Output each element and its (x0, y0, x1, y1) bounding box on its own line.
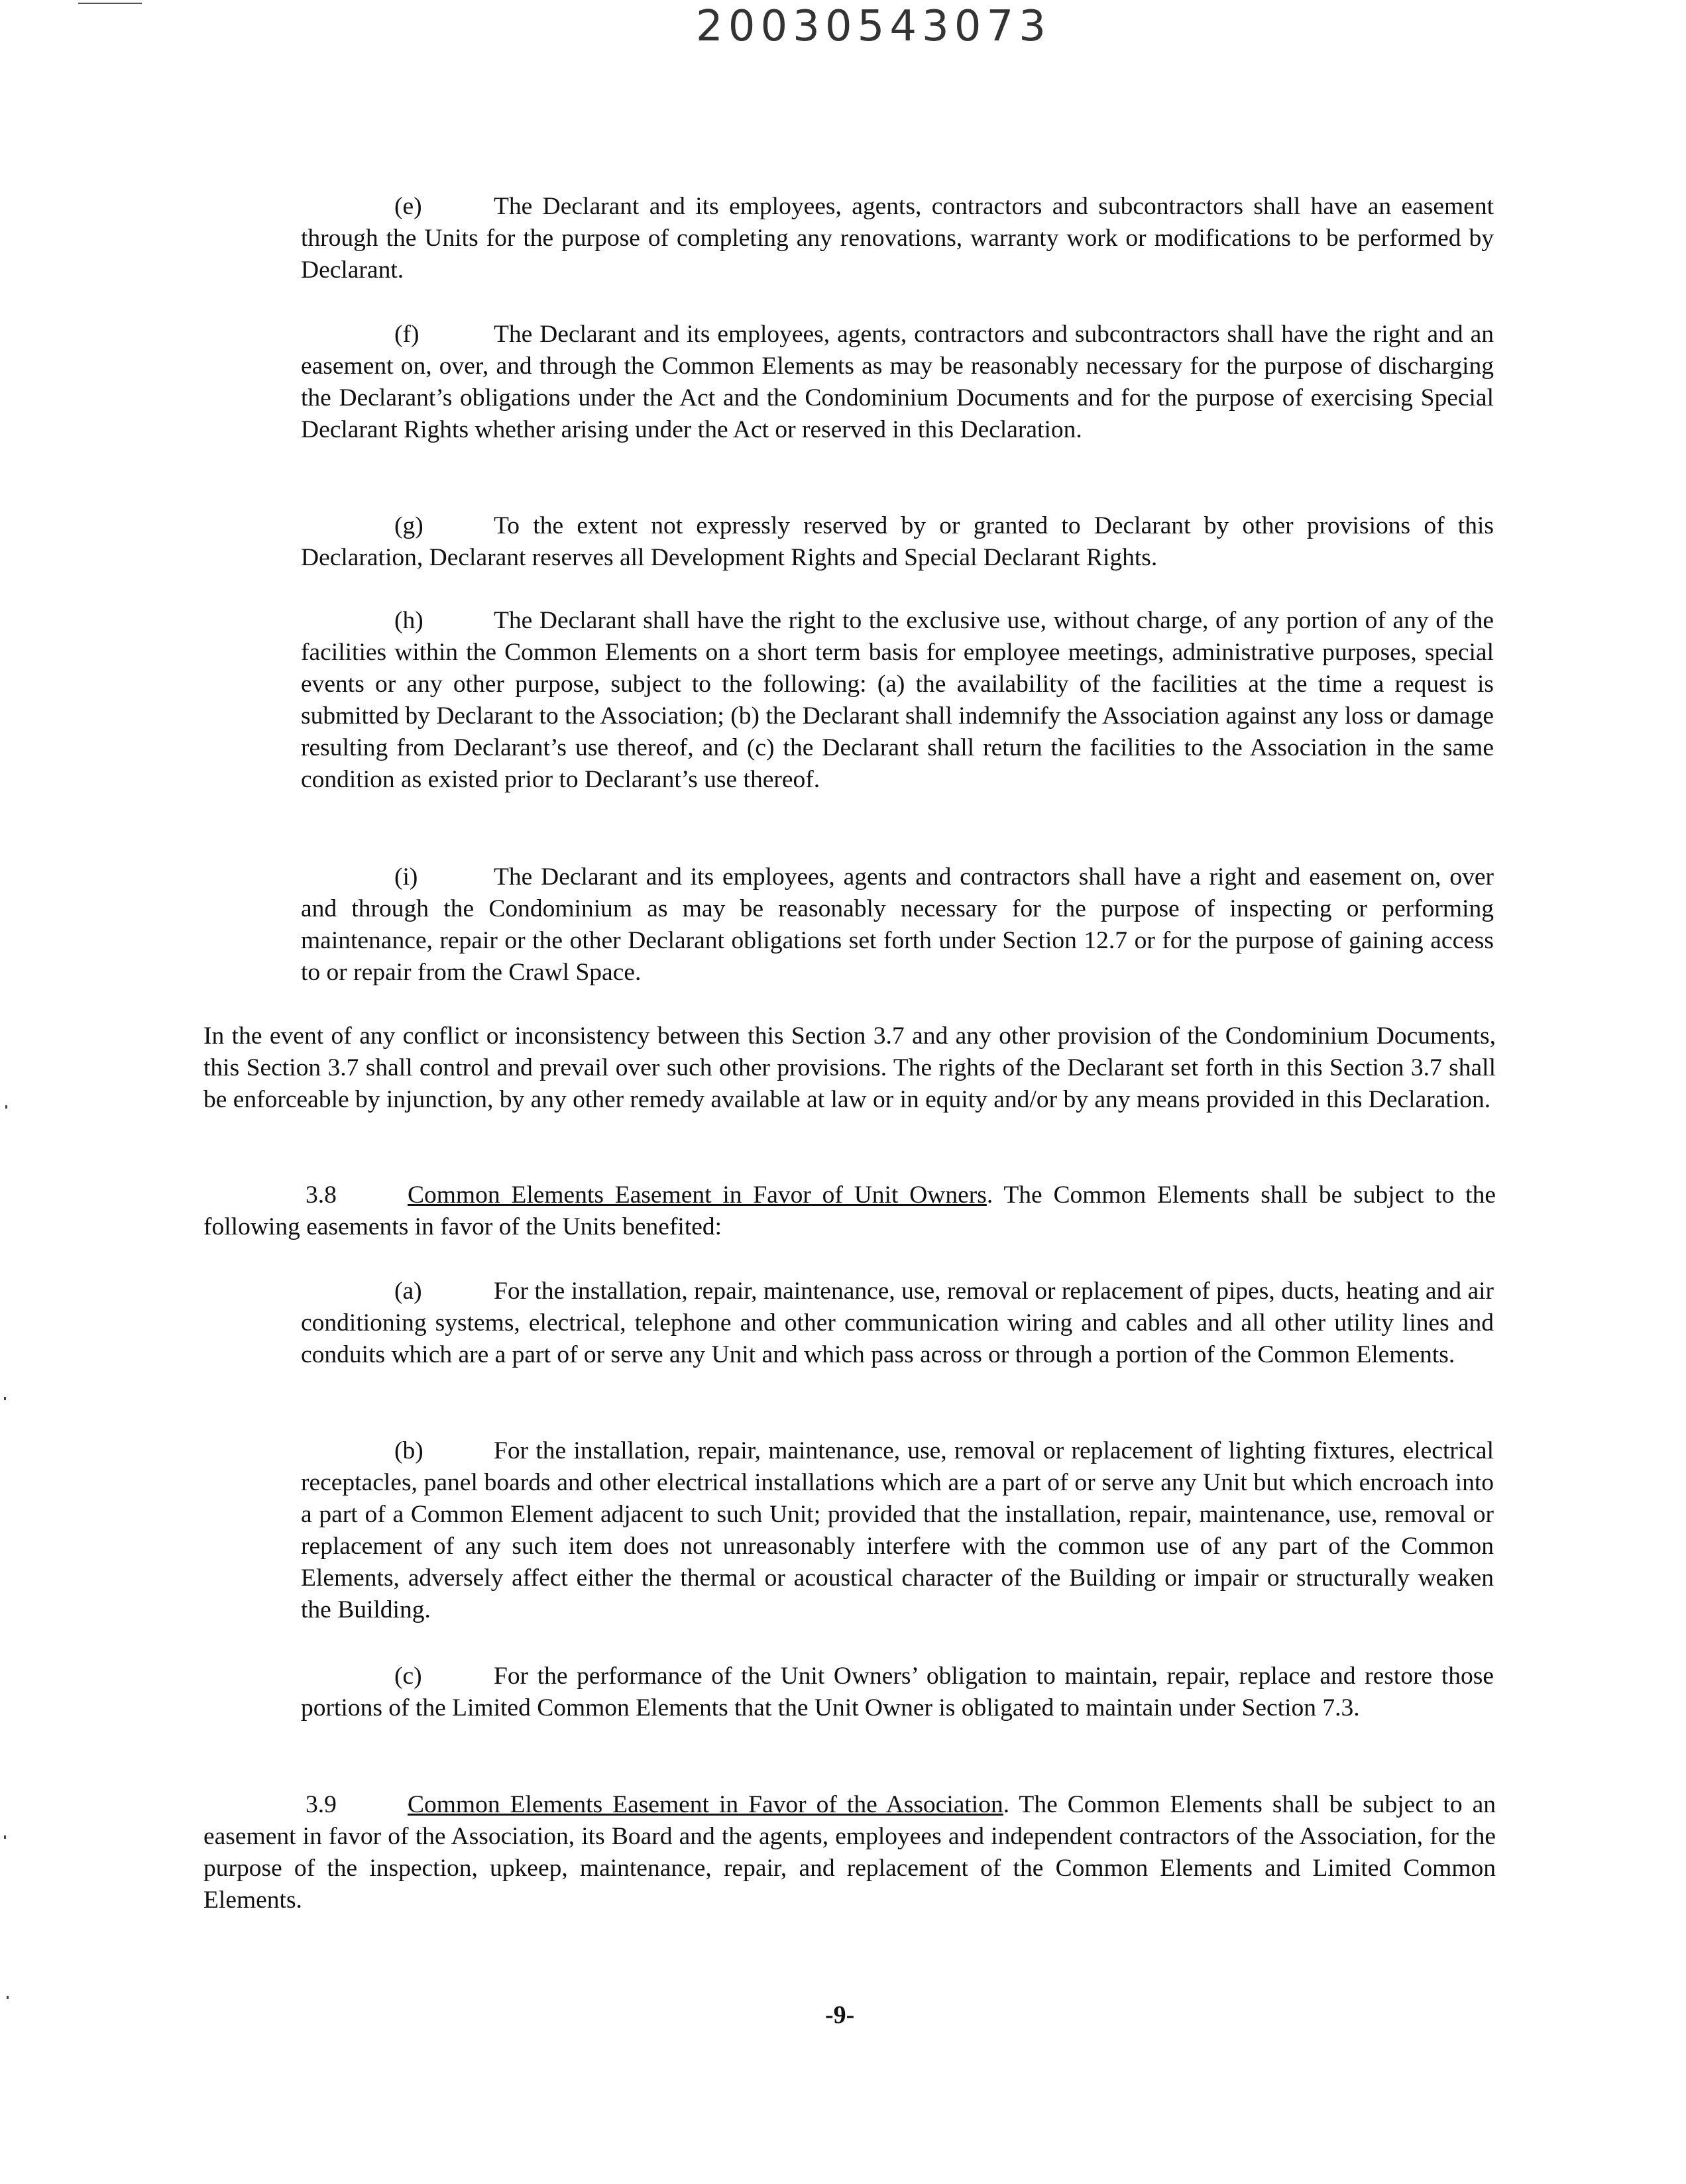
paragraph-f-text: The Declarant and its employees, agents, contractors and subcontractors shall have the right and an easement on, over, and through the Common Elements as may be reasonably necessary for the purpose of discharging the Declarant’s obligations under the Act and the Condominium Documents and for the purpose of exercising Special Declarant Rights whether arising under the Act or reserved in this Declaration. (301, 321, 1494, 443)
scan-speck (4, 1397, 6, 1400)
section-3-9-text: . The Common Elements shall be subject to an easement in favor of the Association, its Board and the agents, employees and independent contractors of the Association, for the purpose of the inspection, upkeep, maintenance, repair, and replacement of the Common Elements and Limited Common Elements. (203, 1791, 1496, 1914)
scan-speck (7, 1996, 9, 1999)
paragraph-3-8-c (301, 1661, 1494, 1724)
paragraph-g-text: To the extent not expressly reserved by or granted to Declarant by other provisions of this Declaration, Declarant reserves all Development Rights and Special Declarant Rights. (301, 512, 1494, 571)
section-3-9 (203, 1789, 1496, 1916)
paragraph-f (301, 319, 1494, 446)
paragraph-h-marker: (h) (394, 607, 423, 634)
section-3-9-number: 3.9 (306, 1791, 337, 1818)
scan-speck (4, 1835, 6, 1839)
section-3-8-number: 3.8 (306, 1181, 337, 1209)
top-rule (78, 3, 142, 4)
document-number: 20030543073 (696, 2, 1051, 51)
paragraph-3-8-b-marker: (b) (394, 1437, 423, 1464)
section-3-9-heading: Common Elements Easement in Favor of the Association (408, 1791, 1003, 1818)
page-number: -9- (825, 2001, 855, 2029)
paragraph-3-8-c-marker: (c) (394, 1663, 422, 1690)
paragraph-i (301, 861, 1494, 989)
section-3-8-heading: Common Elements Easement in Favor of Unit Owners (408, 1181, 987, 1209)
section-3-8-text: . The Common Elements shall be subject to the following easements in favor of the Units benefited: (203, 1181, 1496, 1240)
paragraph-3-8-a-text: For the installation, repair, maintenance, use, removal or replacement of pipes, ducts, heating and air conditioning systems, electrical, telephone and other communication wiring and cables and all other utility lines and conduits which are a part of or serve any Unit and which pass across or through a portion of the Common Elements. (301, 1278, 1494, 1368)
paragraph-i-marker: (i) (394, 863, 418, 891)
paragraph-3-8-a-marker: (a) (394, 1278, 422, 1305)
paragraph-3-8-a (301, 1276, 1494, 1371)
paragraph-h (301, 605, 1494, 796)
paragraph-e-text: The Declarant and its employees, agents, contractors and subcontractors shall have an easement through the Units for the purpose of completing any renovations, warranty work or modifications to be performed by Declarant. (301, 193, 1494, 284)
paragraph-f-marker: (f) (394, 321, 420, 348)
paragraph-g (301, 510, 1494, 574)
paragraph-e (301, 191, 1494, 286)
paragraph-h-text: The Declarant shall have the right to the exclusive use, without charge, of any portion of any of the facilities within the Common Elements on a short term basis for employee meetings, administrative purposes, special events or any other purpose, subject to the following: (a) the availability of the facilities at the time a request is submitted by Declarant to the Association; (b) the Declarant shall indemnify the Association against any loss or damage resulting from Declarant’s use thereof, and (c) the Declarant shall return the facilities to the Association in the same condition as existed prior to Declarant’s use thereof. (301, 607, 1494, 793)
paragraph-3-8-b-text: For the installation, repair, maintenance, use, removal or replacement of lighting fixtures, electrical receptacles, panel boards and other electrical installations which are a part of or serve any Unit but which encroach into a part of a Common Element adjacent to such Unit; provided that the installation, repair, maintenance, use, removal or replacement of any such item does not unreasonably interfere with the common use of any part of the Common Elements, adversely affect either the thermal or acoustical character of the Building or impair or structurally weaken the Building. (301, 1437, 1494, 1623)
paragraph-i-text: The Declarant and its employees, agents and contractors shall have a right and easement on, over and through the Condominium as may be reasonably necessary for the purpose of inspecting or performing maintenance, repair or the other Declarant obligations set forth under Section 12.7 or for the purpose of gaining access to or repair from the Crawl Space. (301, 863, 1494, 986)
paragraph-e-marker: (e) (394, 193, 422, 220)
paragraph-3-8-b (301, 1435, 1494, 1626)
paragraph-conflict-text: In the event of any conflict or inconsistency between this Section 3.7 and any other provision of the Condominium Documents, this Section 3.7 shall control and prevail over such other provisions. The rights of the Declarant set forth in this Section 3.7 shall be enforceable by injunction, by any other remedy available at law or in equity and/or by any means provided in this Declaration. (203, 1022, 1496, 1113)
paragraph-conflict (203, 1020, 1496, 1116)
section-3-8 (203, 1179, 1496, 1243)
paragraph-g-marker: (g) (394, 512, 423, 539)
scan-speck (5, 1105, 7, 1109)
paragraph-3-8-c-text: For the performance of the Unit Owners’ obligation to maintain, repair, replace and restore those portions of the Limited Common Elements that the Unit Owner is obligated to maintain under Section 7.3. (301, 1663, 1494, 1721)
